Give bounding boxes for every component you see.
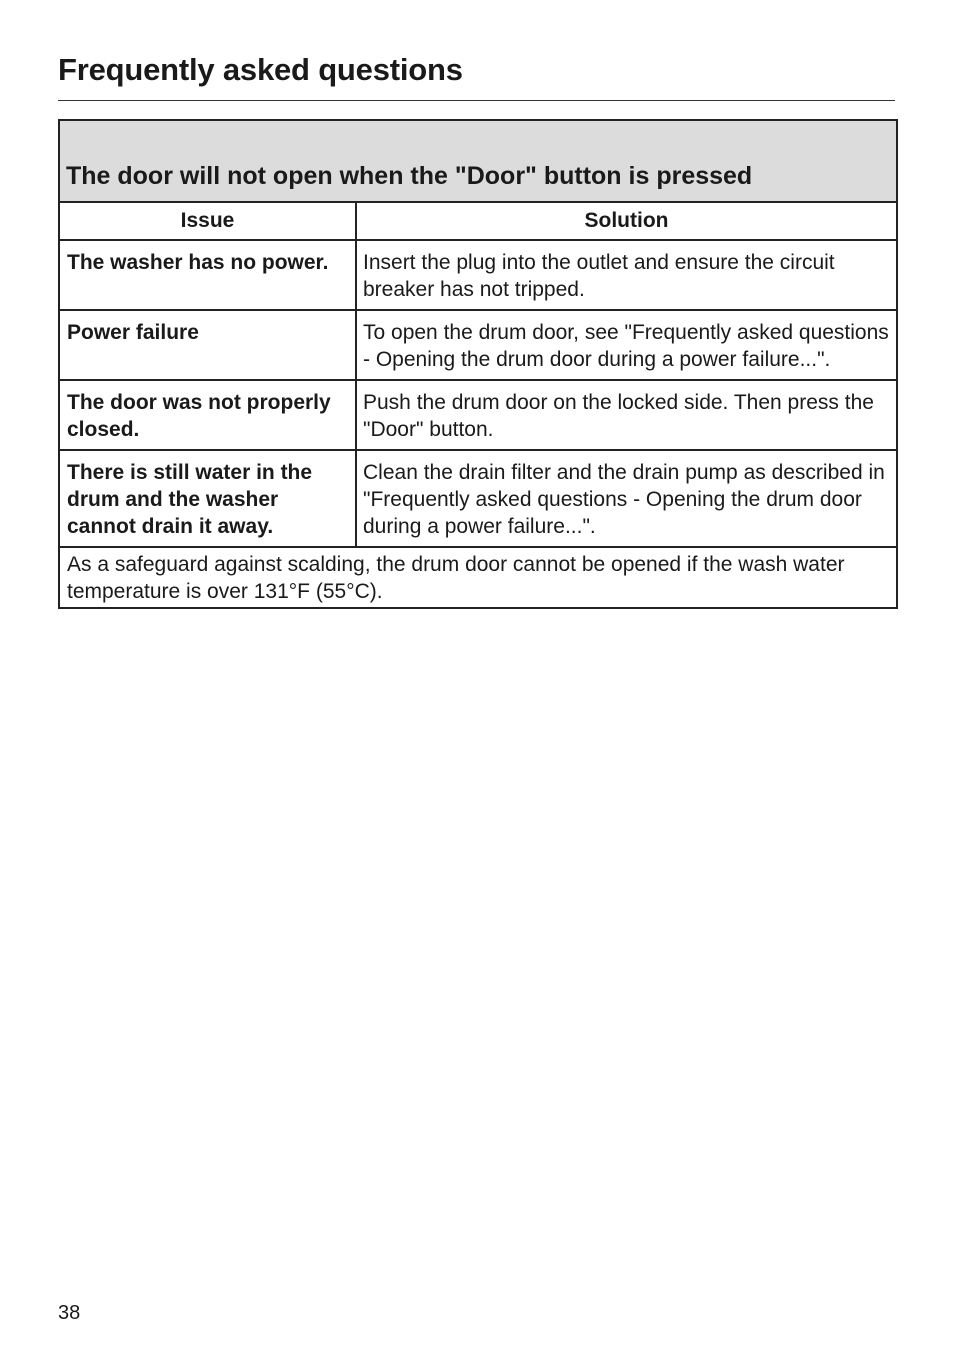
issue-cell: The door was not properly closed. xyxy=(59,380,356,450)
issue-cell: There is still water in the drum and the washer cannot drain it away. xyxy=(59,450,356,547)
page-number: 38 xyxy=(58,1302,81,1324)
table-row xyxy=(59,240,897,310)
safety-note: As a safeguard against scalding, the drum door cannot be opened if the wash water temperature is over 131°F (55°C). xyxy=(59,547,897,608)
table-row xyxy=(59,450,897,547)
column-header-issue: Issue xyxy=(59,202,356,240)
issue-cell: The washer has no power. xyxy=(59,240,356,310)
table-row xyxy=(59,380,897,450)
table-row xyxy=(59,310,897,380)
section-header-row xyxy=(59,120,897,202)
solution-cell: Clean the drain filter and the drain pump as described in "Frequently asked questions - Opening the drum door during a power failure...". xyxy=(356,450,897,547)
solution-cell: To open the drum door, see "Frequently asked questions - Opening the drum door during a power failure...". xyxy=(356,310,897,380)
section-header-cell xyxy=(59,120,897,202)
solution-cell: Push the drum door on the locked side. Then press the "Door" button. xyxy=(356,380,897,450)
section-title: The door will not open when the "Door" button is pressed xyxy=(66,162,753,190)
faq-table xyxy=(58,119,898,609)
column-header-row xyxy=(59,202,897,240)
page-title: Frequently asked questions xyxy=(58,52,463,87)
column-header-solution: Solution xyxy=(356,202,897,240)
title-divider xyxy=(58,100,895,101)
issue-cell: Power failure xyxy=(59,310,356,380)
note-row xyxy=(59,547,897,608)
solution-cell: Insert the plug into the outlet and ensure the circuit breaker has not tripped. xyxy=(356,240,897,310)
